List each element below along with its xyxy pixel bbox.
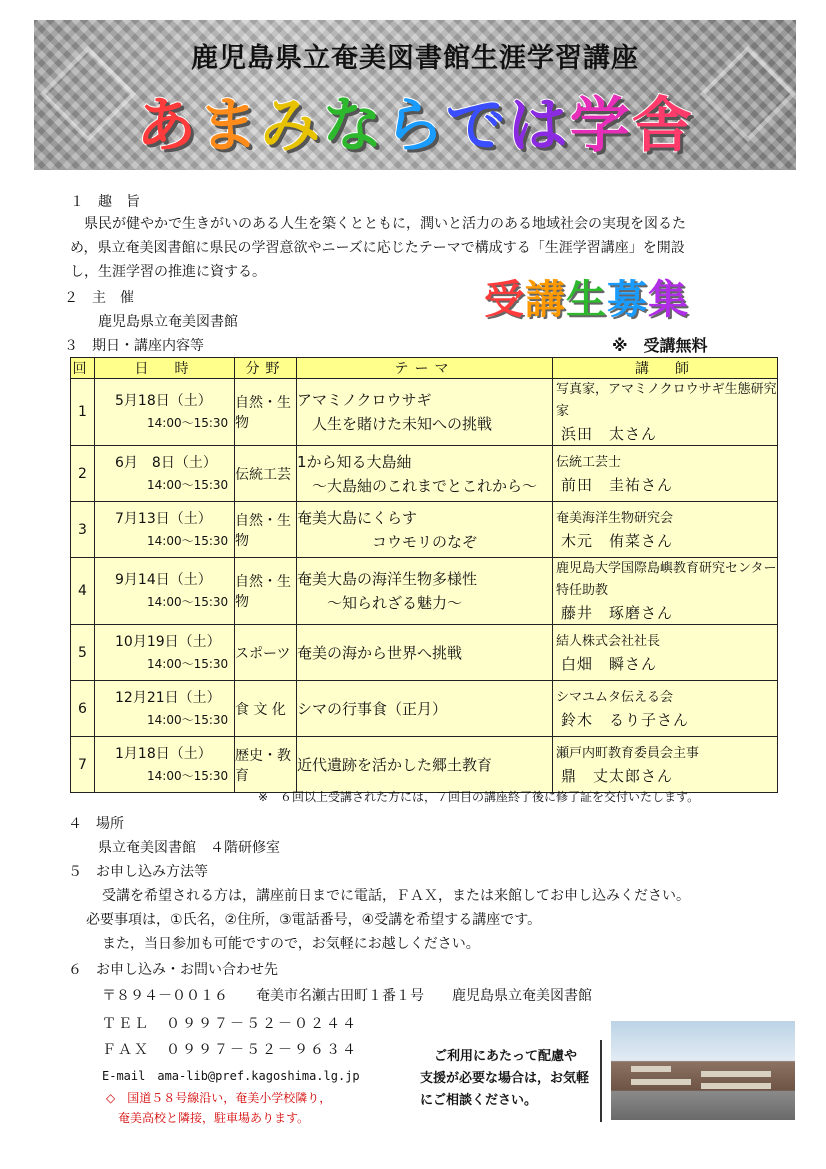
- session-lecturer: 結人株式会社社長 白畑 瞬さん: [553, 625, 778, 681]
- title-char: あ: [136, 91, 199, 161]
- session-theme: 奄美大島にくらす コウモリのなぞ: [297, 502, 553, 558]
- session-lecturer: 伝統工芸士 前田 圭祐さん: [553, 446, 778, 502]
- lecturer-name: 前田 圭祐さん: [561, 475, 674, 494]
- session-lecturer: 鹿児島大学国際島嶼教育研究センター 特任助教 藤井 琢磨さん: [553, 558, 778, 625]
- session-datetime: 5月18日（土） 14:00～15:30: [95, 379, 235, 446]
- session-theme: 近代遺跡を活かした郷土教育: [297, 737, 553, 793]
- col-header-field: 分野: [235, 358, 297, 379]
- title-char: 生: [566, 277, 607, 323]
- title-char: 集: [648, 277, 689, 323]
- session-field: 伝統工芸: [235, 446, 297, 502]
- title-char: ま: [198, 91, 261, 161]
- section-1-heading: １ 趣 旨: [70, 194, 140, 210]
- section-2-heading: ２ 主 催: [64, 290, 134, 306]
- session-theme: 1から知る大島紬 ～大島紬のこれまでとこれから～: [297, 446, 553, 502]
- session-number: 3: [71, 502, 95, 558]
- contact-tel: ＴＥＬ ０９９７－５２－０２４４: [102, 1016, 358, 1032]
- lecturer-name: 白畑 瞬さん: [561, 654, 658, 673]
- session-datetime: 9月14日（土） 14:00～15:30: [95, 558, 235, 625]
- session-theme: 奄美大島の海洋生物多様性 ～知られざる魅力～: [297, 558, 553, 625]
- session-datetime: 10月19日（土） 14:00～15:30: [95, 625, 235, 681]
- lecturer-name: 浜田 太さん: [561, 425, 658, 443]
- header-banner: [34, 20, 796, 170]
- organizer: 鹿児島県立奄美図書館: [98, 314, 238, 330]
- col-header-lecturer: 講 師: [553, 358, 778, 379]
- application-text: また，当日参加も可能ですので，お気軽にお越しください。: [102, 936, 480, 952]
- application-text: 受講を希望される方は，講座前日までに電話，ＦＡＸ，または来館してお申し込みください。: [102, 888, 690, 904]
- session-number: 2: [71, 446, 95, 502]
- session-datetime: 6月 8日（土） 14:00～15:30: [95, 446, 235, 502]
- session-lecturer: 奄美海洋生物研究会 木元 侑菜さん: [553, 502, 778, 558]
- section-1-text: し，生涯学習の推進に資する。: [70, 264, 266, 280]
- section-5-heading: ５ お申し込み方法等: [68, 864, 208, 880]
- session-lecturer: 瀬戸内町教育委員会主事 鼎 丈太郎さん: [553, 737, 778, 793]
- section-1-text: め，県立奄美図書館に県民の学習意欲やニーズに応じたテーマで構成する「生涯学習講座」を開設: [70, 240, 685, 256]
- col-header-theme: テーマ: [297, 358, 553, 379]
- session-lecturer: 写真家，アマミノクロウサギ生態研究家 浜田 太さん: [553, 379, 778, 446]
- table-header-row: [71, 358, 778, 379]
- title-char: で: [445, 91, 508, 161]
- section-3-heading: ３ 期日・講座内容等: [64, 338, 204, 354]
- title-char: 舎: [631, 91, 694, 161]
- col-header-date: 日 時: [95, 358, 235, 379]
- access-info: 奄美高校と隣接，駐車場あります。: [118, 1111, 310, 1125]
- recruitment-heading: [484, 268, 689, 325]
- session-field: 食 文 化: [235, 681, 297, 737]
- title-char: な: [322, 91, 385, 161]
- section-1-text: 県民が健やかで生きがいのある人生を築くとともに，潤いと活力のある地域社会の実現を図るた: [70, 216, 686, 232]
- session-field: 自然・生物: [235, 558, 297, 625]
- contact-fax: ＦＡＸ ０９９７－５２－９６３４: [102, 1042, 358, 1058]
- session-datetime: 12月21日（土） 14:00～15:30: [95, 681, 235, 737]
- session-field: 歴史・教育: [235, 737, 297, 793]
- table-row: [71, 625, 778, 681]
- session-lecturer: シマユムタ伝える会 鈴木 るり子さん: [553, 681, 778, 737]
- table-row: [71, 558, 778, 625]
- lecturer-name: 鈴木 るり子さん: [561, 710, 690, 729]
- assistance-note: ご利用にあたって配慮や 支援が必要な場合は，お気軽 にご相談ください。: [420, 1049, 590, 1108]
- col-header-no: 回: [71, 358, 95, 379]
- title-char: 学: [569, 91, 632, 161]
- session-datetime: 1月18日（土） 14:00～15:30: [95, 737, 235, 793]
- session-field: 自然・生物: [235, 379, 297, 446]
- divider: [600, 1040, 602, 1122]
- session-number: 5: [71, 625, 95, 681]
- session-number: 6: [71, 681, 95, 737]
- lecturer-name: 藤井 琢磨さん: [561, 604, 674, 622]
- title-char: 募: [607, 277, 648, 323]
- library-building-photo: [611, 1021, 795, 1120]
- table-row: [71, 446, 778, 502]
- application-text: 必要事項は，①氏名，②住所，③電話番号，④受講を希望する講座です。: [86, 912, 542, 928]
- banner-title: [34, 78, 796, 164]
- lecturer-name: 木元 侑菜さん: [561, 531, 674, 550]
- venue: 県立奄美図書館 ４階研修室: [98, 840, 280, 856]
- session-theme: 奄美の海から世界へ挑戦: [297, 625, 553, 681]
- session-field: スポーツ: [235, 625, 297, 681]
- session-theme: シマの行事食（正月）: [297, 681, 553, 737]
- access-info: ◇ 国道５８号線沿い，奄美小学校隣り，: [106, 1091, 332, 1105]
- title-char: み: [260, 91, 323, 161]
- table-row: [71, 737, 778, 793]
- banner-subtitle: 鹿児島県立奄美図書館生涯学習講座: [191, 43, 639, 74]
- section-4-heading: ４ 場所: [68, 816, 124, 832]
- free-admission-label: ※ 受講無料: [612, 336, 708, 355]
- title-char: 受: [484, 277, 525, 323]
- table-row: [71, 502, 778, 558]
- section-6-heading: ６ お申し込み・お問い合わせ先: [68, 962, 278, 978]
- title-char: ら: [384, 91, 446, 161]
- lecturer-name: 鼎 丈太郎さん: [561, 766, 674, 785]
- table-row: [71, 681, 778, 737]
- title-char: は: [507, 91, 570, 161]
- schedule-table: [70, 357, 778, 793]
- title-char: 講: [525, 277, 566, 323]
- contact-address: 〒８９４－００１６ 奄美市名瀬古田町１番１号 鹿児島県立奄美図書館: [102, 988, 592, 1004]
- session-number: 7: [71, 737, 95, 793]
- contact-email[interactable]: E-mail ama-lib@pref.kagoshima.lg.jp: [102, 1069, 360, 1083]
- session-number: 1: [71, 379, 95, 446]
- session-field: 自然・生物: [235, 502, 297, 558]
- session-datetime: 7月13日（土） 14:00～15:30: [95, 502, 235, 558]
- table-row: [71, 379, 778, 446]
- session-number: 4: [71, 558, 95, 625]
- session-theme: アマミノクロウサギ 人生を賭けた未知への挑戦: [297, 379, 553, 446]
- certificate-note: ※ ６回以上受講された方には，７回目の講座終了後に修了証を交付いたします。: [258, 790, 700, 804]
